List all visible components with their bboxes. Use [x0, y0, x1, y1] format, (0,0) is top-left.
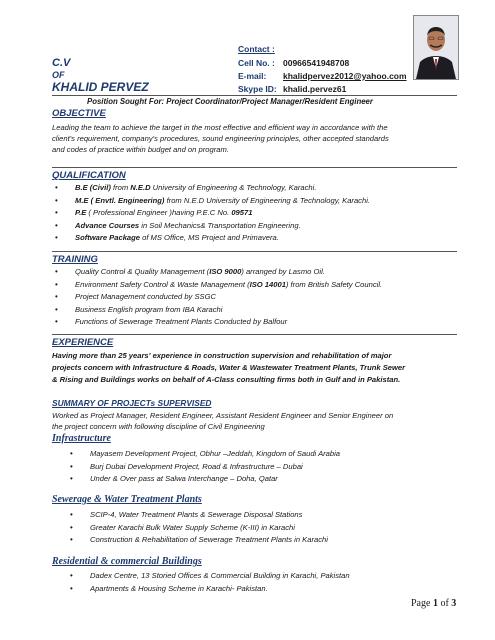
- list-item: • SCIP-4, Water Treatment Plants & Sewerage Disposal Stations: [70, 509, 450, 522]
- summary-line: the project concern with following discipline of Civil Engineering: [52, 422, 265, 432]
- list-item: • Greater Karachi Bulk Water Supply Scheme (K-III) in Karachi: [70, 522, 450, 535]
- bullet-icon: •: [55, 195, 58, 205]
- bullet-icon: •: [55, 292, 58, 302]
- list-item: • Project Management conducted by SSGC: [55, 291, 455, 304]
- list-item: • Software Package of MS Office, MS Project and Primavera.: [55, 232, 455, 245]
- bullet-icon: •: [70, 510, 73, 519]
- summary-heading: SUMMARY OF PROJECTs SUPERVISED: [52, 398, 212, 408]
- bullet-icon: •: [55, 183, 58, 192]
- list-item: • Construction & Rehabilitation of Sewerage Treatment Plants in Karachi: [70, 534, 450, 547]
- list-item: • Business English program from IBA Karachi: [55, 304, 455, 317]
- person-portrait-icon: [414, 16, 458, 79]
- summary-line: Worked as Project Manager, Resident Engineer, Assistant Resident Engineer and Senior Engineer on: [52, 411, 394, 420]
- objective-line: client's requirement, company's procedures, sound engineering principles, other accepted standards: [52, 134, 389, 144]
- skype-value: khalid.pervez61: [283, 84, 347, 94]
- objective-text: [52, 122, 457, 156]
- experience-heading: EXPERIENCE: [52, 337, 114, 348]
- bullet-icon: •: [70, 461, 73, 471]
- list-item: • B.E (Civil) from N.E.D University of Engineering & Technology, Karachi.: [55, 182, 455, 195]
- residential-list: [70, 570, 450, 595]
- list-item: • Quality Control & Quality Management (ISO 9000) arranged by Lasmo Oil.: [55, 266, 455, 279]
- sewerage-heading: Sewerage & Water Treatment Plants: [52, 494, 202, 505]
- section-divider: [52, 251, 457, 252]
- list-item: • Apartments & Housing Scheme in Karachi- Pakistan.: [70, 583, 450, 596]
- list-item: • Mayasem Development Project, Obhur –Jeddah, Kingdom of Saudi Arabia: [70, 448, 450, 461]
- training-heading: TRAINING: [52, 254, 98, 265]
- list-item: • Under & Over pass at Salwa Interchange – Doha, Qatar: [70, 473, 450, 486]
- experience-line: & Rising and Buildings works on behalf of A-Class consulting firms both in Gulf and in Pakistan.: [52, 375, 401, 384]
- bullet-icon: •: [70, 522, 73, 532]
- list-item: • Environment Safety Control & Waste Management (ISO 14001) from British Safety Council.: [55, 279, 455, 292]
- list-item: • Advance Courses in Soil Mechanics& Transportation Engineering.: [55, 220, 455, 233]
- list-item: • Burj Dubai Development Project, Road & Infrastructure – Dubai: [70, 461, 450, 474]
- candidate-name: KHALID PERVEZ: [52, 80, 149, 94]
- of-label: OF: [52, 70, 65, 80]
- email-link[interactable]: khalidpervez2012@yahoo.com: [283, 71, 407, 81]
- bullet-icon: •: [55, 317, 58, 327]
- experience-line: Having more than 25 years' experience in construction supervision and rehabilitation of major: [52, 351, 392, 360]
- qualification-heading: QUALIFICATION: [52, 170, 126, 181]
- header-divider: [52, 95, 457, 96]
- contact-title: Contact :: [238, 44, 275, 54]
- training-list: [55, 266, 455, 329]
- cell-value: 00966541948708: [283, 58, 350, 68]
- objective-heading: OBJECTIVE: [52, 108, 106, 119]
- skype-label: Skype ID:: [238, 84, 277, 94]
- experience-line: projects concern with Infrastructure & Roads, Water & Wastewater Treatment Plants, Trunk Sewer: [52, 363, 406, 372]
- bullet-icon: •: [70, 535, 73, 545]
- cell-label: Cell No. :: [238, 58, 275, 68]
- section-divider: [52, 334, 457, 335]
- list-item: • P.E ( Professional Engineer )having P.E.C No. 09571: [55, 207, 455, 220]
- bullet-icon: •: [70, 449, 73, 458]
- bullet-icon: •: [55, 267, 58, 276]
- objective-line: Leading the team to achieve the target in the most effective and efficient way in accordance with the: [52, 123, 388, 132]
- list-item: • Dadex Centre, 13 Storied Offices & Commercial Building in Karachi, Pakistan: [70, 570, 450, 583]
- infrastructure-heading: Infrastructure: [52, 433, 111, 444]
- bullet-icon: •: [55, 304, 58, 314]
- list-item: • M.E ( Envtl. Engineering) from N.E.D University of Engineering & Technology, Karachi.: [55, 195, 455, 208]
- section-divider: [52, 167, 457, 168]
- residential-heading: Residential & commercial Buildings: [52, 556, 202, 567]
- page-number: Page 1 of 3: [411, 598, 457, 609]
- email-label: E-mail:: [238, 71, 267, 81]
- bullet-icon: •: [55, 233, 58, 243]
- infrastructure-list: [70, 448, 450, 486]
- qualification-list: [55, 182, 455, 245]
- bullet-icon: •: [55, 220, 58, 230]
- bullet-icon: •: [70, 583, 73, 593]
- bullet-icon: •: [55, 208, 58, 218]
- bullet-icon: •: [55, 279, 58, 289]
- bullet-icon: •: [70, 474, 73, 484]
- summary-text: [52, 410, 457, 432]
- profile-photo: [413, 15, 459, 80]
- position-sought: Position Sought For: Project Coordinator/Project Manager/Resident Engineer: [87, 97, 373, 106]
- experience-text: [52, 350, 457, 386]
- objective-line: and codes of practice within budget and on program.: [52, 145, 229, 155]
- sewerage-list: [70, 509, 450, 547]
- list-item: • Functions of Sewerage Treatment Plants Conducted by Balfour: [55, 316, 455, 329]
- bullet-icon: •: [70, 571, 73, 580]
- cv-label: C.V: [52, 57, 71, 69]
